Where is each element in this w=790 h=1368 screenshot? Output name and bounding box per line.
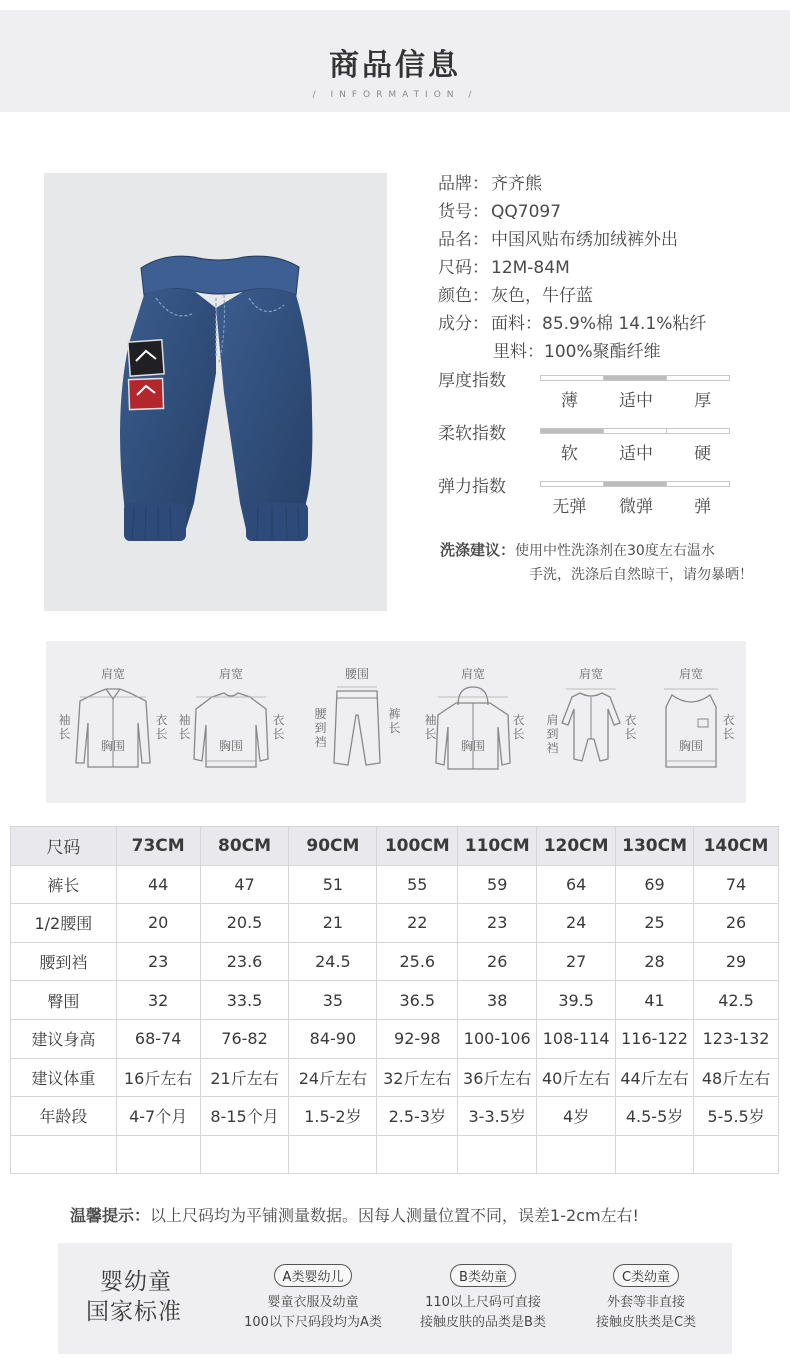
table-cell: 腰到裆	[11, 942, 117, 981]
table-cell: 4.5-5岁	[616, 1097, 694, 1136]
section-title: 商品信息	[329, 48, 461, 83]
index-label: 弹力指数	[438, 477, 506, 497]
section-subtitle: / INFORMATION /	[312, 90, 478, 100]
info-label: 颜色：	[438, 286, 489, 306]
index-options	[536, 386, 736, 411]
fabric-indices	[438, 366, 738, 525]
product-info	[438, 170, 778, 366]
table-cell: 38	[458, 981, 537, 1020]
info-row-name	[438, 226, 778, 254]
table-cell: 16斤左右	[116, 1058, 200, 1097]
measure-label: 袖长	[58, 713, 71, 741]
index-option: 软	[560, 444, 578, 464]
table-cell	[537, 1135, 616, 1174]
measure-label: 胸围	[218, 739, 243, 753]
standard-class-b	[403, 1264, 563, 1333]
table-header-cell: 90CM	[289, 827, 377, 866]
table-header-cell: 80CM	[200, 827, 289, 866]
measure-label: 衣长	[722, 713, 735, 741]
table-cell: 76-82	[200, 1019, 289, 1058]
measure-label: 胸围	[678, 739, 703, 753]
jeans-image	[44, 173, 387, 611]
info-row-brand	[438, 170, 778, 198]
table-cell: 24.5	[289, 942, 377, 981]
table-cell: 年龄段	[11, 1097, 117, 1136]
table-cell: 44	[116, 865, 200, 904]
table-cell: 27	[537, 942, 616, 981]
romper-diagram	[536, 663, 646, 783]
standard-class-a	[233, 1264, 393, 1333]
table-cell: 24	[537, 904, 616, 943]
table-row	[11, 904, 779, 943]
table-header-cell: 73CM	[116, 827, 200, 866]
index-segment	[667, 429, 729, 433]
measure-label: 腰围	[344, 667, 369, 681]
sweater-icon	[176, 663, 286, 783]
table-cell: 116-122	[616, 1019, 694, 1058]
info-value: QQ7097	[491, 202, 562, 222]
table-cell: 26	[694, 904, 779, 943]
table-cell: 108-114	[537, 1019, 616, 1058]
wash-text: 使用中性洗涤剂在30度左右温水	[515, 543, 715, 559]
table-cell	[616, 1135, 694, 1174]
index-segment	[541, 482, 604, 486]
standard-title-line: 婴幼童	[100, 1269, 172, 1295]
table-cell: 84-90	[289, 1019, 377, 1058]
info-label: 货号：	[438, 202, 489, 222]
table-cell: 74	[694, 865, 779, 904]
elasticity-index	[438, 472, 738, 525]
table-cell: 20	[116, 904, 200, 943]
measure-label: 袖长	[178, 713, 191, 741]
table-cell: 21斤左右	[200, 1058, 289, 1097]
table-cell: 5-5.5岁	[694, 1097, 779, 1136]
table-cell: 24斤左右	[289, 1058, 377, 1097]
table-cell: 4-7个月	[116, 1097, 200, 1136]
table-cell: 1.5-2岁	[289, 1097, 377, 1136]
info-label: 成分：	[438, 314, 489, 334]
table-row	[11, 1097, 779, 1136]
table-cell	[116, 1135, 200, 1174]
table-cell: 48斤左右	[694, 1058, 779, 1097]
table-cell: 40斤左右	[537, 1058, 616, 1097]
shirt-icon	[58, 663, 168, 783]
table-cell: 36斤左右	[458, 1058, 537, 1097]
table-cell: 21	[289, 904, 377, 943]
table-header-cell: 110CM	[458, 827, 537, 866]
index-option: 硬	[694, 444, 712, 464]
index-options	[536, 492, 736, 517]
table-cell: 23	[116, 942, 200, 981]
measure-label: 袖长	[424, 713, 437, 741]
class-desc: 100以下尺码段均为A类	[244, 1315, 382, 1330]
measure-label: 肩宽	[218, 667, 243, 681]
size-table	[10, 826, 779, 1174]
table-cell: 臀围	[11, 981, 117, 1020]
measure-label: 裤长	[388, 707, 401, 735]
national-standard	[58, 1243, 732, 1354]
table-cell: 68-74	[116, 1019, 200, 1058]
hoodie-diagram	[418, 663, 528, 783]
table-cell: 23.6	[200, 942, 289, 981]
table-row	[11, 1019, 779, 1058]
table-cell: 42.5	[694, 981, 779, 1020]
measure-label: 肩宽	[460, 667, 485, 681]
class-badge: B类幼童	[450, 1264, 516, 1287]
table-cell: 28	[616, 942, 694, 981]
measure-label: 肩宽	[100, 667, 125, 681]
table-cell: 59	[458, 865, 537, 904]
pants-diagram	[302, 663, 412, 783]
vest-diagram	[636, 663, 746, 783]
info-label: 品名：	[438, 230, 489, 250]
table-cell: 33.5	[200, 981, 289, 1020]
measure-label: 衣长	[155, 713, 168, 741]
index-option: 弹	[694, 497, 712, 517]
product-photo	[44, 173, 387, 611]
table-cell: 20.5	[200, 904, 289, 943]
table-header-cell: 100CM	[377, 827, 458, 866]
table-cell	[11, 1135, 117, 1174]
table-header-row	[11, 827, 779, 866]
shirt-diagram	[58, 663, 168, 783]
table-cell: 26	[458, 942, 537, 981]
table-cell: 建议身高	[11, 1019, 117, 1058]
table-cell	[377, 1135, 458, 1174]
measure-label: 胸围	[100, 739, 125, 753]
info-row-size	[438, 254, 778, 282]
table-cell: 64	[537, 865, 616, 904]
index-label: 柔软指数	[438, 424, 506, 444]
index-segment	[667, 482, 729, 486]
index-bar	[540, 481, 730, 487]
standard-class-c	[566, 1264, 726, 1333]
table-cell: 4岁	[537, 1097, 616, 1136]
wash-label: 洗涤建议：	[440, 541, 516, 559]
measure-label: 腰到裆	[314, 707, 327, 749]
table-cell: 100-106	[458, 1019, 537, 1058]
table-cell: 29	[694, 942, 779, 981]
table-header-cell: 120CM	[537, 827, 616, 866]
index-option: 薄	[560, 391, 578, 411]
info-value: 齐齐熊	[491, 174, 542, 194]
index-bar	[540, 375, 730, 381]
info-value: 12M-84M	[491, 258, 570, 278]
table-cell: 39.5	[537, 981, 616, 1020]
table-cell: 69	[616, 865, 694, 904]
table-cell: 8-15个月	[200, 1097, 289, 1136]
table-header-cell: 140CM	[694, 827, 779, 866]
measure-label: 肩宽	[678, 667, 703, 681]
table-cell: 123-132	[694, 1019, 779, 1058]
info-value: 面料：85.9%棉 14.1%粘纤	[491, 314, 707, 334]
info-row-color	[438, 282, 778, 310]
wash-text: 手洗，洗涤后自然晾干，请勿暴晒！	[529, 567, 753, 583]
table-cell: 32斤左右	[377, 1058, 458, 1097]
wash-advice	[440, 538, 785, 587]
sweater-diagram	[176, 663, 286, 783]
index-option: 适中	[619, 391, 653, 411]
measure-label: 肩宽	[578, 667, 603, 681]
warm-tip	[70, 1203, 639, 1226]
softness-index	[438, 419, 738, 472]
measurement-guide	[46, 641, 746, 803]
index-segment-selected	[604, 376, 667, 380]
measure-label: 衣长	[272, 713, 285, 741]
info-label: 尺码：	[438, 258, 489, 278]
tip-text: 以上尺码均为平铺测量数据。因每人测量位置不同，误差1-2cm左右!	[150, 1206, 639, 1225]
table-cell: 22	[377, 904, 458, 943]
info-value: 中国风贴布绣加绒裤外出	[491, 230, 678, 250]
class-desc: 接触皮肤的品类是B类	[420, 1315, 546, 1330]
table-cell: 51	[289, 865, 377, 904]
class-desc: 外套等非直接	[606, 1295, 685, 1310]
table-row	[11, 865, 779, 904]
index-segment	[667, 376, 729, 380]
index-option: 微弹	[619, 497, 653, 517]
info-value: 灰色，牛仔蓝	[491, 286, 593, 306]
index-segment-selected	[541, 429, 604, 433]
class-desc: 接触皮肤类是C类	[595, 1315, 697, 1330]
index-segment-selected	[604, 482, 667, 486]
index-segment	[541, 376, 604, 380]
info-header	[0, 10, 790, 112]
table-row	[11, 981, 779, 1020]
measure-label: 衣长	[512, 713, 525, 741]
class-badge: A类婴幼儿	[274, 1264, 353, 1287]
info-label: 品牌：	[438, 174, 489, 194]
standard-title-line: 国家标准	[86, 1299, 182, 1325]
index-bar	[540, 428, 730, 434]
table-cell: 47	[200, 865, 289, 904]
table-cell: 25	[616, 904, 694, 943]
table-cell: 裤长	[11, 865, 117, 904]
table-cell	[458, 1135, 537, 1174]
measure-label: 衣长	[624, 713, 637, 741]
measure-label: 肩到裆	[546, 713, 559, 755]
index-option: 厚	[694, 391, 712, 411]
table-cell: 1/2腰围	[11, 904, 117, 943]
table-header-cell: 130CM	[616, 827, 694, 866]
table-cell: 32	[116, 981, 200, 1020]
index-segment	[604, 429, 667, 433]
thickness-index	[438, 366, 738, 419]
index-option: 无弹	[552, 497, 587, 517]
table-cell: 55	[377, 865, 458, 904]
table-cell: 2.5-3岁	[377, 1097, 458, 1136]
table-cell	[289, 1135, 377, 1174]
measure-label: 胸围	[460, 739, 485, 753]
table-cell: 25.6	[377, 942, 458, 981]
standard-title	[86, 1267, 182, 1327]
class-desc: 婴童衣服及幼童	[267, 1295, 359, 1310]
table-row	[11, 942, 779, 981]
table-cell: 建议体重	[11, 1058, 117, 1097]
table-row	[11, 1135, 779, 1174]
table-cell: 41	[616, 981, 694, 1020]
index-label: 厚度指数	[438, 371, 506, 391]
index-option: 适中	[619, 444, 653, 464]
table-header-cell: 尺码	[11, 827, 117, 866]
info-row-material	[438, 310, 778, 338]
info-value: 里料：100%聚酯纤维	[493, 342, 661, 362]
table-row	[11, 1058, 779, 1097]
table-cell: 35	[289, 981, 377, 1020]
table-cell: 92-98	[377, 1019, 458, 1058]
table-cell	[694, 1135, 779, 1174]
table-cell: 3-3.5岁	[458, 1097, 537, 1136]
table-cell: 36.5	[377, 981, 458, 1020]
class-desc: 110以上尺码可直接	[425, 1295, 541, 1310]
index-options	[536, 439, 736, 464]
class-badge: C类幼童	[613, 1264, 679, 1287]
table-cell	[200, 1135, 289, 1174]
info-row-sku	[438, 198, 778, 226]
table-cell: 23	[458, 904, 537, 943]
table-cell: 44斤左右	[616, 1058, 694, 1097]
tip-label: 温馨提示：	[70, 1206, 151, 1225]
info-row-lining	[438, 338, 778, 366]
